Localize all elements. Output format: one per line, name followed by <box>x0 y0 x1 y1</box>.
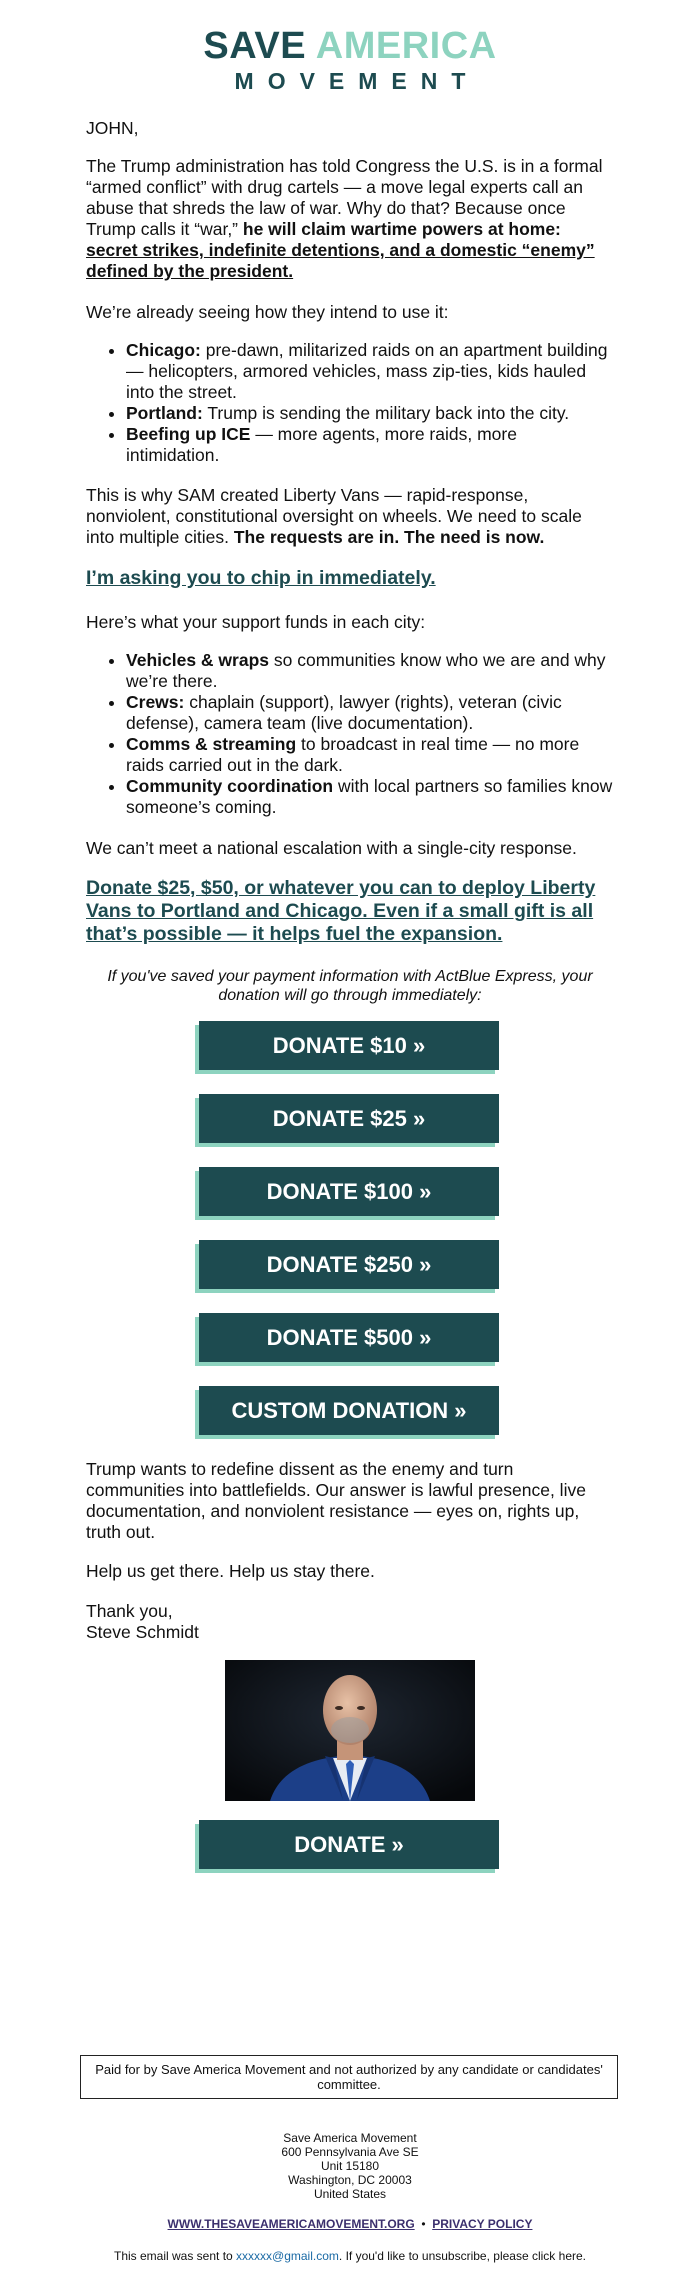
closing-paragraph: Trump wants to redefine dissent as the enemy and turn communities into battlefields. Our answer is lawful presence, live documentation, and nonviolent resistance — eyes on, rights up, truth out. <box>86 1459 586 1542</box>
website-link[interactable]: WWW.THESAVEAMERICAMOVEMENT.ORG <box>167 2217 415 2231</box>
funds-list <box>86 650 614 818</box>
steve-schmidt-photo <box>225 1660 475 1801</box>
donate-button[interactable]: DONATE » <box>199 1820 499 1869</box>
donate-25-button[interactable]: DONATE $25 » <box>199 1094 499 1143</box>
address-unit: Unit 15180 <box>320 2159 380 2173</box>
list-item: • Portland: Trump is sending the military back into the city. <box>126 403 614 424</box>
unsubscribe-text[interactable]: . If you'd like to unsubscribe, please click here. <box>338 2249 586 2263</box>
usage-intro: We’re already seeing how they intend to use it: <box>86 302 449 322</box>
signoff-thanks: Thank you, <box>86 1601 173 1621</box>
donate-250-button[interactable]: DONATE $250 » <box>199 1240 499 1289</box>
help-paragraph: Help us get there. Help us stay there. <box>86 1561 375 1581</box>
donate-500-button[interactable]: DONATE $500 » <box>199 1313 499 1362</box>
actblue-express-note: If you've saved your payment information with ActBlue Express, your donation will go through immediately: <box>107 968 593 1004</box>
greeting: JOHN, <box>86 118 139 138</box>
list-item: • Vehicles & wraps so communities know who we are and why we’re there. <box>126 650 614 692</box>
footer-links <box>0 2217 700 2231</box>
address-name: Save America Movement <box>283 2131 417 2145</box>
events-list <box>86 340 614 466</box>
list-item: • Comms & streaming to broadcast in real time — no more raids carried out in the dark. <box>126 734 614 776</box>
list-item: • Community coordination with local partners so families know someone’s coming. <box>126 776 614 818</box>
custom-donation-button[interactable]: CUSTOM DONATION » <box>199 1386 499 1435</box>
address-country: United States <box>313 2187 387 2201</box>
signoff-name: Steve Schmidt <box>86 1622 199 1642</box>
intro-bold-underline: secret strikes, indefinite detentions, and a domestic “enemy” defined by the president. <box>86 240 595 281</box>
liberty-vans-paragraph: This is why SAM created Liberty Vans — rapid-response, nonviolent, constitutional oversight on wheels. We need to scale into multiple cities. The requests are in. The need is now. <box>86 485 582 547</box>
intro-bold: he will claim wartime powers at home: <box>242 219 561 239</box>
footer-separator: • <box>421 2217 426 2231</box>
funds-intro: Here’s what your support funds in each city: <box>86 612 426 632</box>
logo-wordmark <box>0 26 700 66</box>
list-item: • Chicago: pre-dawn, militarized raids on an apartment building — helicopters, armored vehicles, mass zip-ties, kids hauled into the street. <box>126 340 614 403</box>
donate-amount-link[interactable]: Donate $25, $50, or whatever you can to deploy Liberty Vans to Portland and Chicago. Even if a small gift is all that’s possible — it helps fuel the expansion. <box>86 877 596 945</box>
privacy-policy-link[interactable]: PRIVACY POLICY <box>432 2217 533 2231</box>
address-street: 600 Pennsylvania Ave SE <box>281 2145 419 2159</box>
logo-word-save: SAVE <box>203 25 307 67</box>
escalation-paragraph: We can’t meet a national escalation with a single-city response. <box>86 838 577 858</box>
donate-100-button[interactable]: DONATE $100 » <box>199 1167 499 1216</box>
donate-10-button[interactable]: DONATE $10 » <box>199 1021 499 1070</box>
paid-for-disclaimer: Paid for by Save America Movement and not authorized by any candidate or candidates' committee. <box>80 2055 618 2099</box>
signoff <box>86 1601 614 1643</box>
logo-word-america: AMERICA <box>315 25 497 67</box>
intro-text: The Trump administration has told Congress the U.S. is in a formal “armed conflict” with drug cartels — a move legal experts call an abuse that shreds the law of war. Why do that? Because once Trump calls it “war,” <box>86 156 603 239</box>
unsubscribe-note <box>0 2249 700 2263</box>
list-item: • Beefing up ICE — more agents, more raids, more intimidation. <box>126 424 614 466</box>
logo <box>0 26 700 94</box>
address-city: Washington, DC 20003 <box>288 2173 412 2187</box>
list-item: • Crews: chaplain (support), lawyer (rights), veteran (civic defense), camera team (live documentation). <box>126 692 614 734</box>
logo-word-movement: MOVEMENT <box>234 68 480 94</box>
chip-in-link[interactable]: I’m asking you to chip in immediately. <box>86 567 436 589</box>
recipient-email: xxxxxx@gmail.com <box>236 2249 339 2263</box>
intro-paragraph <box>86 156 614 282</box>
sent-to-text: This email was sent to <box>113 2249 237 2263</box>
